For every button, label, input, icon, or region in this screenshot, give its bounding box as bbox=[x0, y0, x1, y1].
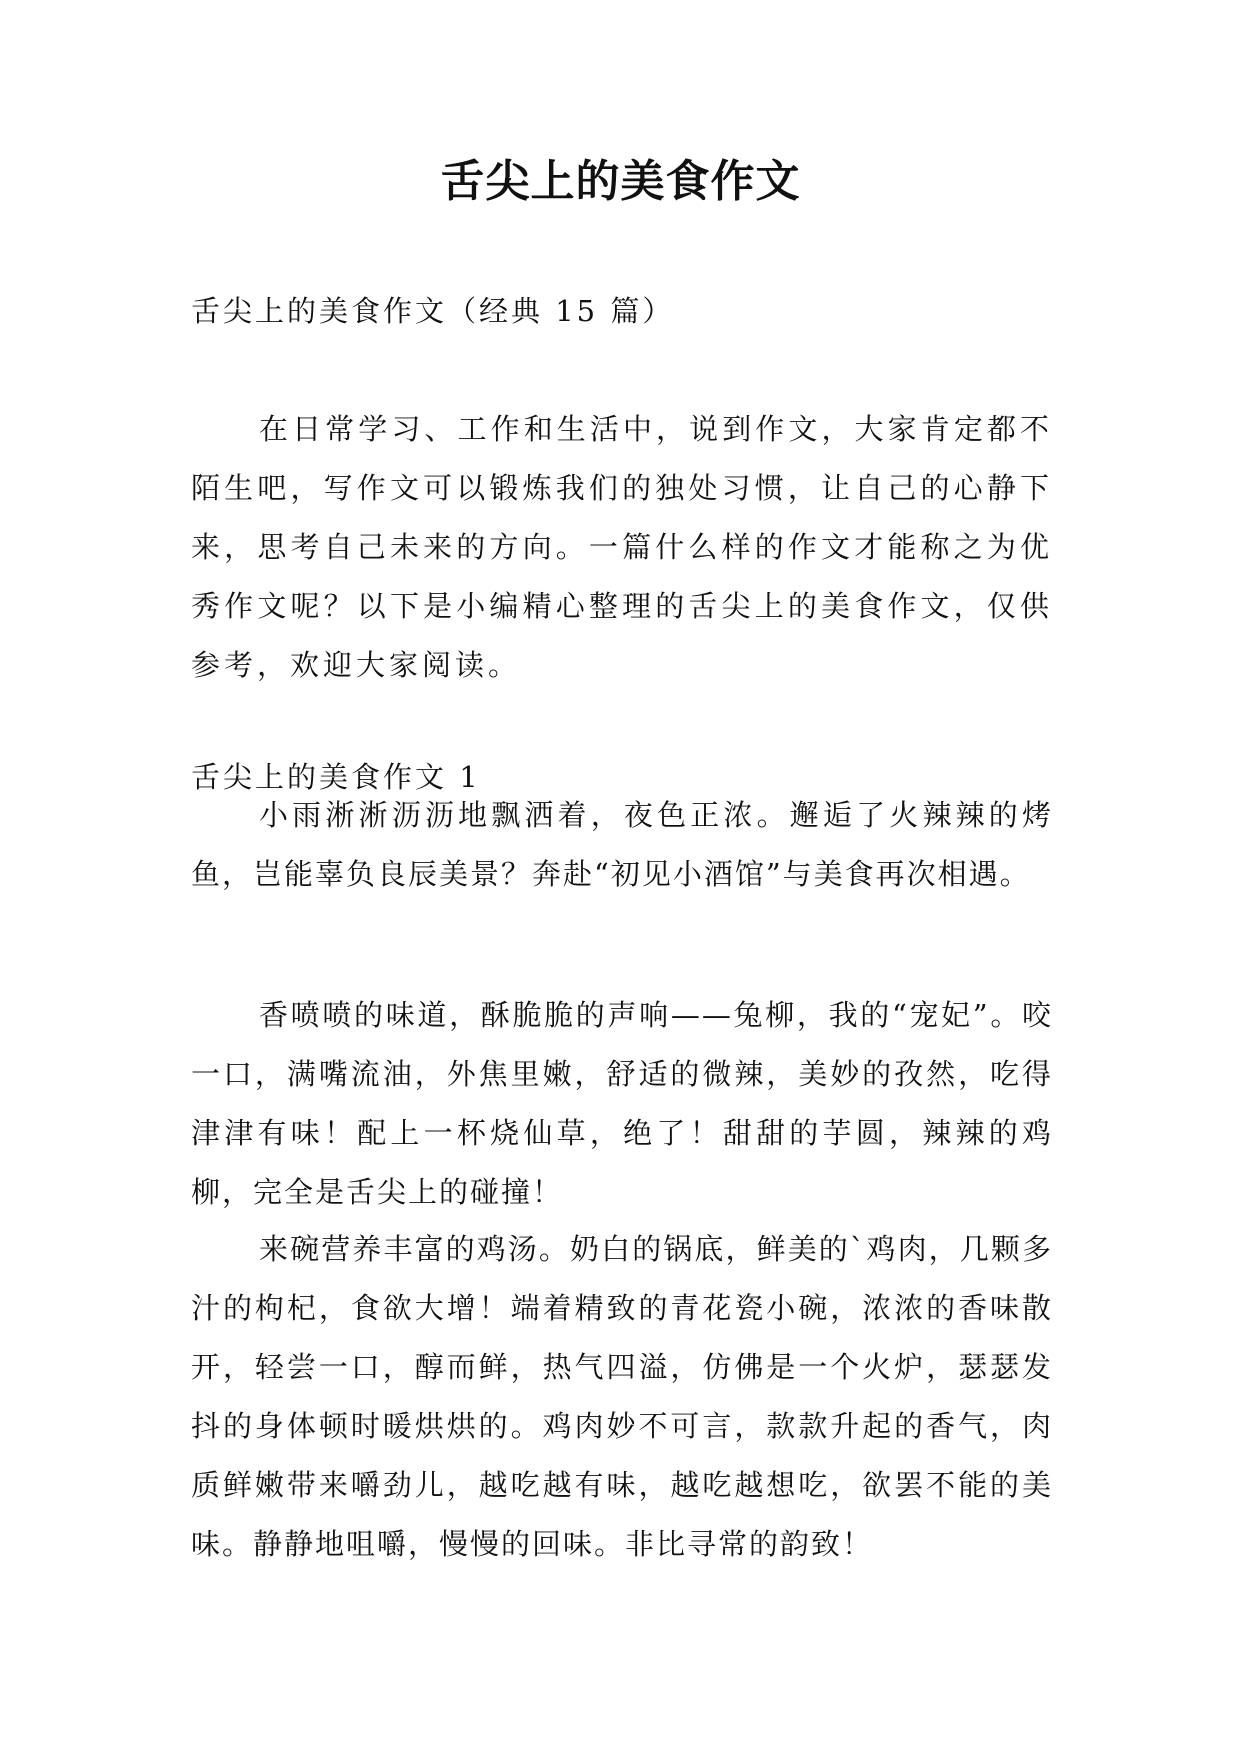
body-paragraph-3: 来碗营养丰富的鸡汤。奶白的锅底，鲜美的`鸡肉，几颗多汁的枸杞，食欲大增！端着精致的青花瓷小碗，浓浓的香味散开，轻尝一口，醇而鲜，热气四溢，仿佛是一个火炉，瑟瑟发抖的身体顿时暖烘烘的。鸡肉妙不可言，款款升起的香气，肉质鲜嫩带来嚼劲儿，越吃越有味，越吃越想吃，欲罢不能的美味。静静地咀嚼，慢慢的回味。非比寻常的韵致！ bbox=[191, 1232, 1053, 1561]
intro-paragraph: 在日常学习、工作和生活中，说到作文，大家肯定都不陌生吧，写作文可以锻炼我们的独处习惯，让自己的心静下来，思考自己未来的方向。一篇什么样的作文才能称之为优秀作文呢？以下是小编精心整理的舌尖上的美食作文，仅供参考，欢迎大家阅读。 bbox=[191, 412, 1053, 682]
document-title: 舌尖上的美食作文 bbox=[440, 156, 801, 207]
document-subtitle: 舌尖上的美食作文（经典 15 篇） bbox=[191, 294, 675, 328]
body-paragraph-2: 香喷喷的味道，酥脆脆的声响——兔柳，我的“宠妃”。咬一口，满嘴流油，外焦里嫩，舒适的微辣，美妙的孜然，吃得津津有味！配上一杯烧仙草，绝了！甜甜的芋圆，辣辣的鸡柳，完全是舌尖上的碰撞！ bbox=[191, 998, 1053, 1209]
body-paragraph-1: 小雨淅淅沥沥地飘洒着，夜色正浓。邂逅了火辣辣的烤鱼，岂能辜负良辰美景？奔赴“初见小酒馆”与美食再次相遇。 bbox=[191, 798, 1053, 891]
section-heading: 舌尖上的美食作文 1 bbox=[191, 760, 481, 794]
